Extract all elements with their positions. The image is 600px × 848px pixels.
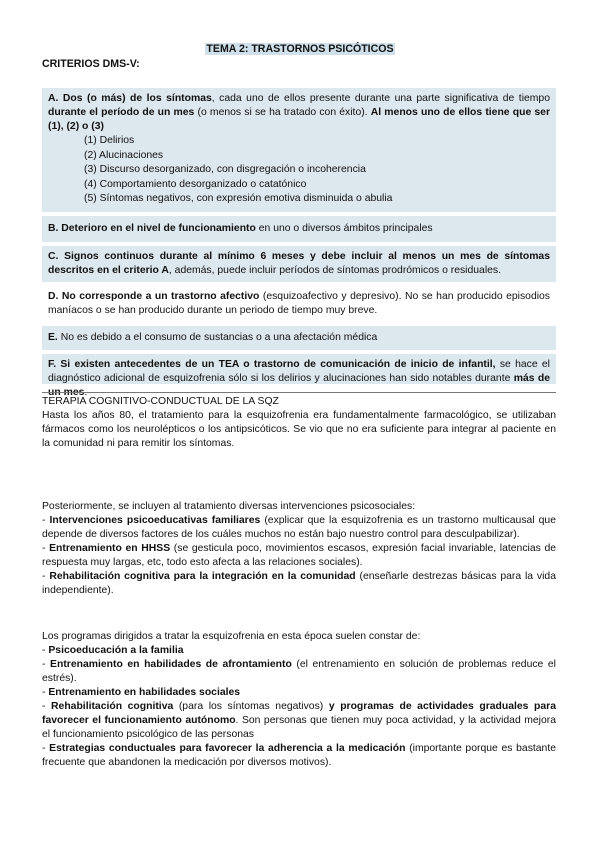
criterion-b-text: B. Deterioro en el nivel de funcionamiento en uno o diversos ámbitos principales — [48, 223, 433, 234]
title-text: TEMA 2: TRASTORNOS PSICÓTICOS — [206, 43, 394, 55]
criterion-c-box — [42, 246, 556, 282]
criterion-a-text: A. Dos (o más) de los síntomas, cada uno de ellos presente durante una parte significativa de tiempo durante el período de un mes (o menos si se ha tratado con éxito). Al menos uno de ellos tiene que ser (1), (2) o (3) — [48, 93, 550, 132]
list-item: - Rehabilitación cognitiva (para los síntomas negativos) y programas de actividades graduales para favorecer el funcionamiento autónomo. Son personas que tienen muy poca actividad, y la actividad mejora el funcionamiento psicológico de las personas — [42, 701, 556, 740]
criterion-a-list — [42, 134, 556, 207]
list-item: - Entrenamiento en habilidades sociales — [42, 687, 241, 698]
criterion-b-box — [42, 216, 556, 242]
criterion-d-box — [42, 286, 556, 322]
list-item: - Estrategias conductuales para favorecer la adherencia a la medicación (importante porque es bastante frecuente que abandonen la medicación por diversos motivos). — [42, 743, 556, 768]
list-item: (5) Síntomas negativos, con expresión emotiva disminuida o abulia — [84, 193, 393, 204]
section-divider — [42, 392, 556, 393]
criterion-c-text: C. Signos continuos durante al mínimo 6 meses y debe incluir al menos un mes de síntomas descritos en el criterio A, además, puede incluir períodos de síntomas prodrómicos o residuales. — [48, 251, 550, 276]
criteria-subtitle: CRITERIOS DMS-V: — [42, 58, 140, 70]
therapy-heading: TERAPIA COGNITIVO-CONDUCTUAL DE LA SQZ — [42, 396, 279, 407]
list-item: - Intervenciones psicoeducativas familiares (explicar que la esquizofrenia es un trastorno multicausal que depende de diversos factores de los cuáles muchos no están bajo nuestro control para desculpabilizar). — [42, 515, 556, 540]
therapy-intro: Hasta los años 80, el tratamiento para la esquizofrenia era fundamentalmente farmacológico, se utilizaban fármacos como los neurolépticos o los antipsicóticos. Se vio que no era suficiente para integrar al paciente en la comunidad ni para remitir los síntomas. — [42, 410, 556, 449]
criterion-f-box — [42, 354, 556, 398]
page-title — [0, 42, 600, 57]
list-item: - Entrenamiento en habilidades de afrontamiento (el entrenamiento en solución de problemas reduce el estrés). — [42, 659, 556, 684]
interventions-list — [42, 514, 556, 598]
list-item: (1) Delirios — [84, 135, 135, 146]
criterion-e-box — [42, 326, 556, 350]
programs-intro: Los programas dirigidos a tratar la esquizofrenia en esta época suelen constar de: — [42, 631, 421, 642]
criterion-d-text: D. No corresponde a un trastorno afectivo (esquizoafectivo y depresivo). No se han producido episodios maníacos o se han producido durante un periodo de tiempo muy breve. — [48, 291, 551, 316]
list-item: (2) Alucinaciones — [84, 149, 164, 161]
therapy-later: Posteriormente, se incluyen al tratamiento diversas intervenciones psicosociales: — [42, 501, 416, 512]
list-item: - Entrenamiento en HHSS (se gesticula poco, movimientos escasos, expresión facial invariable, latencias de respuesta muy largas, etc, todo esto afecta a las relaciones sociales). — [42, 543, 556, 568]
list-item: (4) Comportamiento desorganizado o catatónico — [84, 178, 307, 190]
criterion-f-text: F. Si existen antecedentes de un TEA o trastorno de comunicación de inicio de infantil, se hace el diagnóstico adicional de esquizofrenia sólo si los delirios y alucinaciones han sido notables durante más de un mes. — [48, 359, 550, 398]
criterion-e-text: E. No es debido a el consumo de sustancias o a una afectación médica — [48, 332, 378, 343]
list-item: - Rehabilitación cognitiva para la integración en la comunidad (enseñarle destrezas básicas para la vida independiente). — [42, 571, 556, 596]
list-item: - Psicoeducación a la familia — [42, 645, 184, 656]
list-item: (3) Discurso desorganizado, con disgregación o incoherencia — [84, 164, 366, 175]
programs-list — [42, 644, 556, 770]
criterion-a-box — [42, 88, 556, 212]
